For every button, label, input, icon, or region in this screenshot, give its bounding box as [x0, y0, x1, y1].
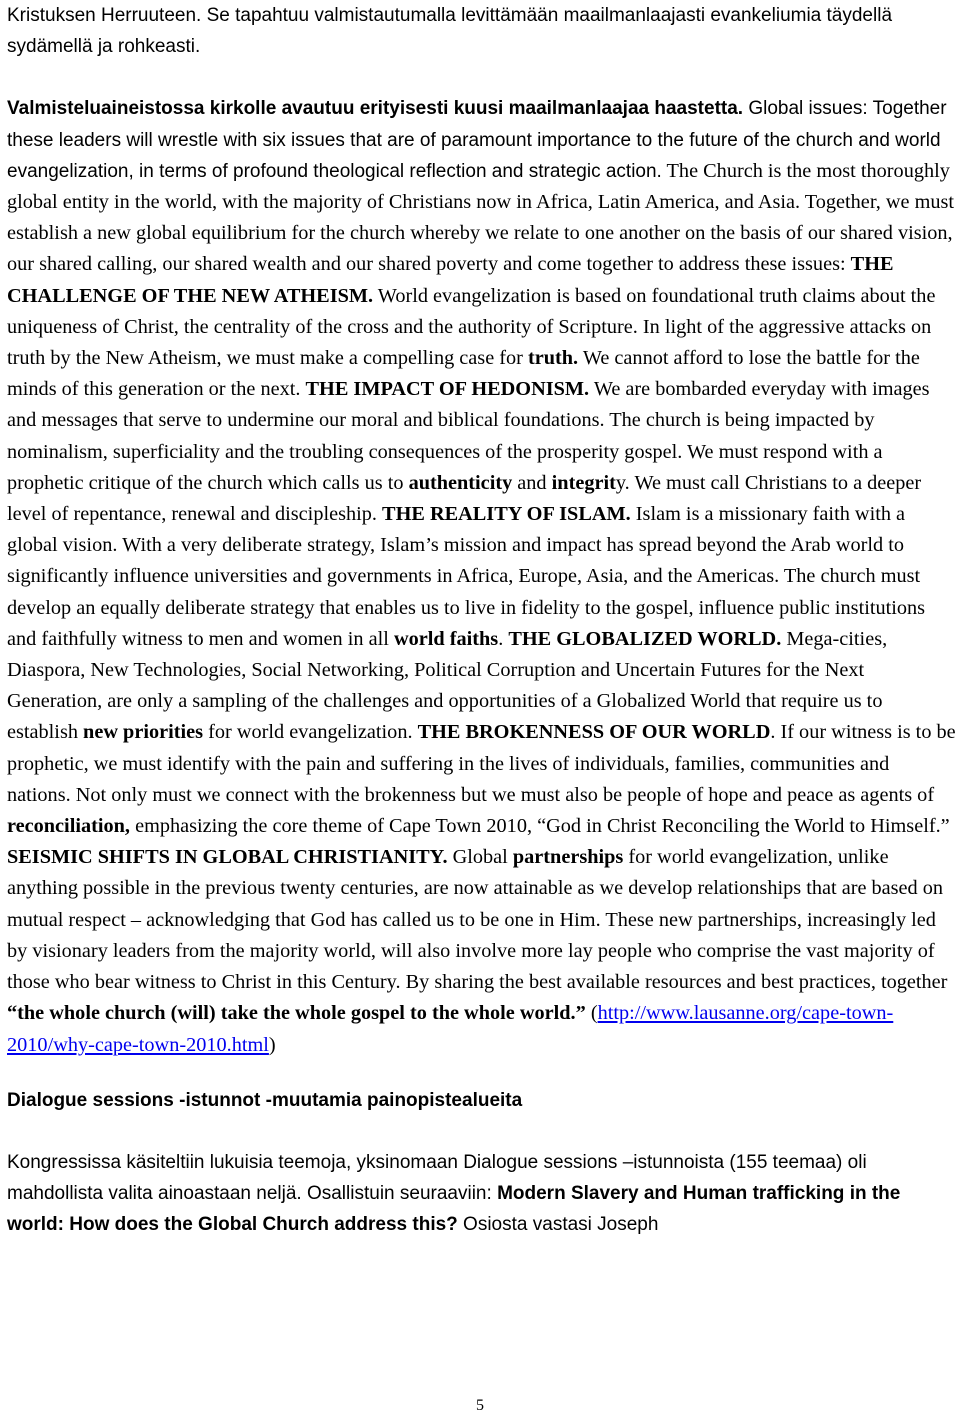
challenges-paragraph [7, 93, 957, 1060]
sentence: ) [268, 1033, 276, 1056]
heading-brokenness: THE BROKENNESS OF OUR WORLD [417, 721, 771, 744]
heading-new-atheism: THE CHALLENGE OF THE NEW ATHEISM. [7, 253, 894, 307]
sentence: Mega-cities, Diaspora, New Technologies, Social Networking, Political Corruption and Uncertain Futures for the Next Generation, are only a sampling of the challenges and opportunities of a Globalized World that require us to establish [7, 627, 888, 744]
sentence: Together, we must establish a new global equilibrium for the church whereby we relate to one another on the basis of our shared vision, our shared calling, our shared wealth and our shared poverty and come together to address these issues: [7, 191, 955, 276]
sentence: The Church is the most thoroughly global entity in the world, with the majority of Christians now in Africa, Latin America, and Asia. [7, 159, 950, 214]
sentence: Global issues: Together these leaders will wrestle with six issues that are of paramount importance to the future of the church and world evangelization, in terms of profound theological reflection and strategic action. [7, 98, 947, 182]
document-page [7, 0, 957, 1241]
sentence: We are bombarded everyday with images and messages that serve to undermine our moral and biblical foundations. The church is being impacted by nominalism, superficiality and the troubling consequences of the prosperity gospel. We must respond with a prophetic critique of the church which calls us to [7, 378, 930, 494]
emphasis-truth: truth. [527, 347, 579, 370]
section-heading [7, 1085, 957, 1116]
lausanne-link[interactable]: http://www.lausanne.org/cape-town-2010/why-cape-town-2010.html [7, 1002, 894, 1056]
intro-paragraph [7, 0, 957, 62]
dialogue-text: Kongressissa käsiteltiin lukuisia teemoja, yksinomaan Dialogue sessions –istunnoista (155 teemaa) oli mahdollista valita ainoastaan neljä. Osallistuin seuraaviin: [7, 1151, 867, 1205]
heading-hedonism: THE IMPACT OF HEDONISM. [305, 378, 590, 401]
sentence: . [498, 627, 509, 650]
sentence: Islam is a missionary faith with a global vision. With a very deliberate strategy, Islam’s mission and impact has spread beyond the Arab world to significantly influence universities and governments in Africa, Europe, Asia, and the Americas. The church must develop an equally deliberate strategy that enables us to live in fidelity to the gospel, influence public institutions and faithfully witness to men and women in all [7, 503, 926, 650]
sentence: and [512, 471, 552, 494]
intro-text: Kristuksen Herruuteen. Se tapahtuu valmistautumalla levittämään maailmanlaajasti evankeliumia täydellä sydämellä ja rohkeasti. [7, 5, 893, 58]
sentence: . If our witness is to be prophetic, we must identify with the pain and suffering in the lives of individuals, families, communities and nations. Not only must we connect with the brokenness but we must also be people of hope and peace as agents of [7, 721, 956, 806]
heading-seismic-shifts: SEISMIC SHIFTS IN GLOBAL CHRISTIANITY. [7, 846, 448, 869]
section-heading-text: Dialogue sessions -istunnot -muutamia painopistealueita [7, 1089, 523, 1111]
paragraph-spacer [7, 62, 957, 93]
sentence: for world evangelization, unlike anything possible in the previous twenty centuries, are now attainable as we develop relationships that are based on mutual respect – acknowledging that God has called us to be one in Him. These new partnerships, increasingly led by visionary leaders from the majority world, will also involve more lay people who comprise the vast majority of those who bear witness to Christ in this Century. By sharing the best available resources and best practices, together [7, 846, 948, 994]
dialogue-paragraph [7, 1147, 957, 1241]
emphasis-authenticity: authenticity [408, 471, 513, 494]
quote-whole-church: “the whole church (will) take the whole gospel to the whole world.” [7, 1002, 586, 1025]
emphasis-partnerships: partnerships [512, 846, 624, 869]
sentence: ( [585, 1002, 598, 1025]
heading-globalized-world: THE GLOBALIZED WORLD. [508, 627, 782, 650]
emphasis-world-faiths: world faiths [393, 627, 499, 650]
page-number: 5 [476, 1397, 484, 1414]
emphasis-reconciliation: reconciliation, [7, 815, 130, 838]
sentence: We cannot afford to lose the battle for the minds of this generation or the next. [7, 347, 920, 401]
paragraph-spacer [7, 1116, 957, 1147]
challenges-intro: Valmisteluaineistossa kirkolle avautuu erityisesti kuusi maailmanlaajaa haastetta. [7, 98, 744, 120]
emphasis-integrity: integrit [551, 471, 616, 494]
sentence: Global [447, 846, 513, 869]
sentence: World evangelization is based on foundational truth claims about the uniqueness of Christ, the centrality of the cross and the authority of Scripture. In light of the aggressive attacks on truth by the New Atheism, we must make a compelling case for [7, 284, 936, 370]
emphasis-new-priorities: new priorities [83, 721, 204, 744]
sentence: for world evangelization. [203, 721, 418, 744]
dialogue-text-end: Osiosta vastasi Joseph [457, 1214, 659, 1236]
paragraph-spacer [7, 1061, 957, 1085]
sentence: emphasizing the core theme of Cape Town 2010, “God in Christ Reconciling the World to Himself.” [130, 815, 950, 838]
sentence: y. We must call Christians to a deeper level of repentance, renewal and discipleship. [7, 471, 922, 526]
session-title: Modern Slavery and Human trafficking in the world: How does the Global Church address this? [7, 1183, 901, 1236]
heading-islam: THE REALITY OF ISLAM. [382, 503, 631, 526]
